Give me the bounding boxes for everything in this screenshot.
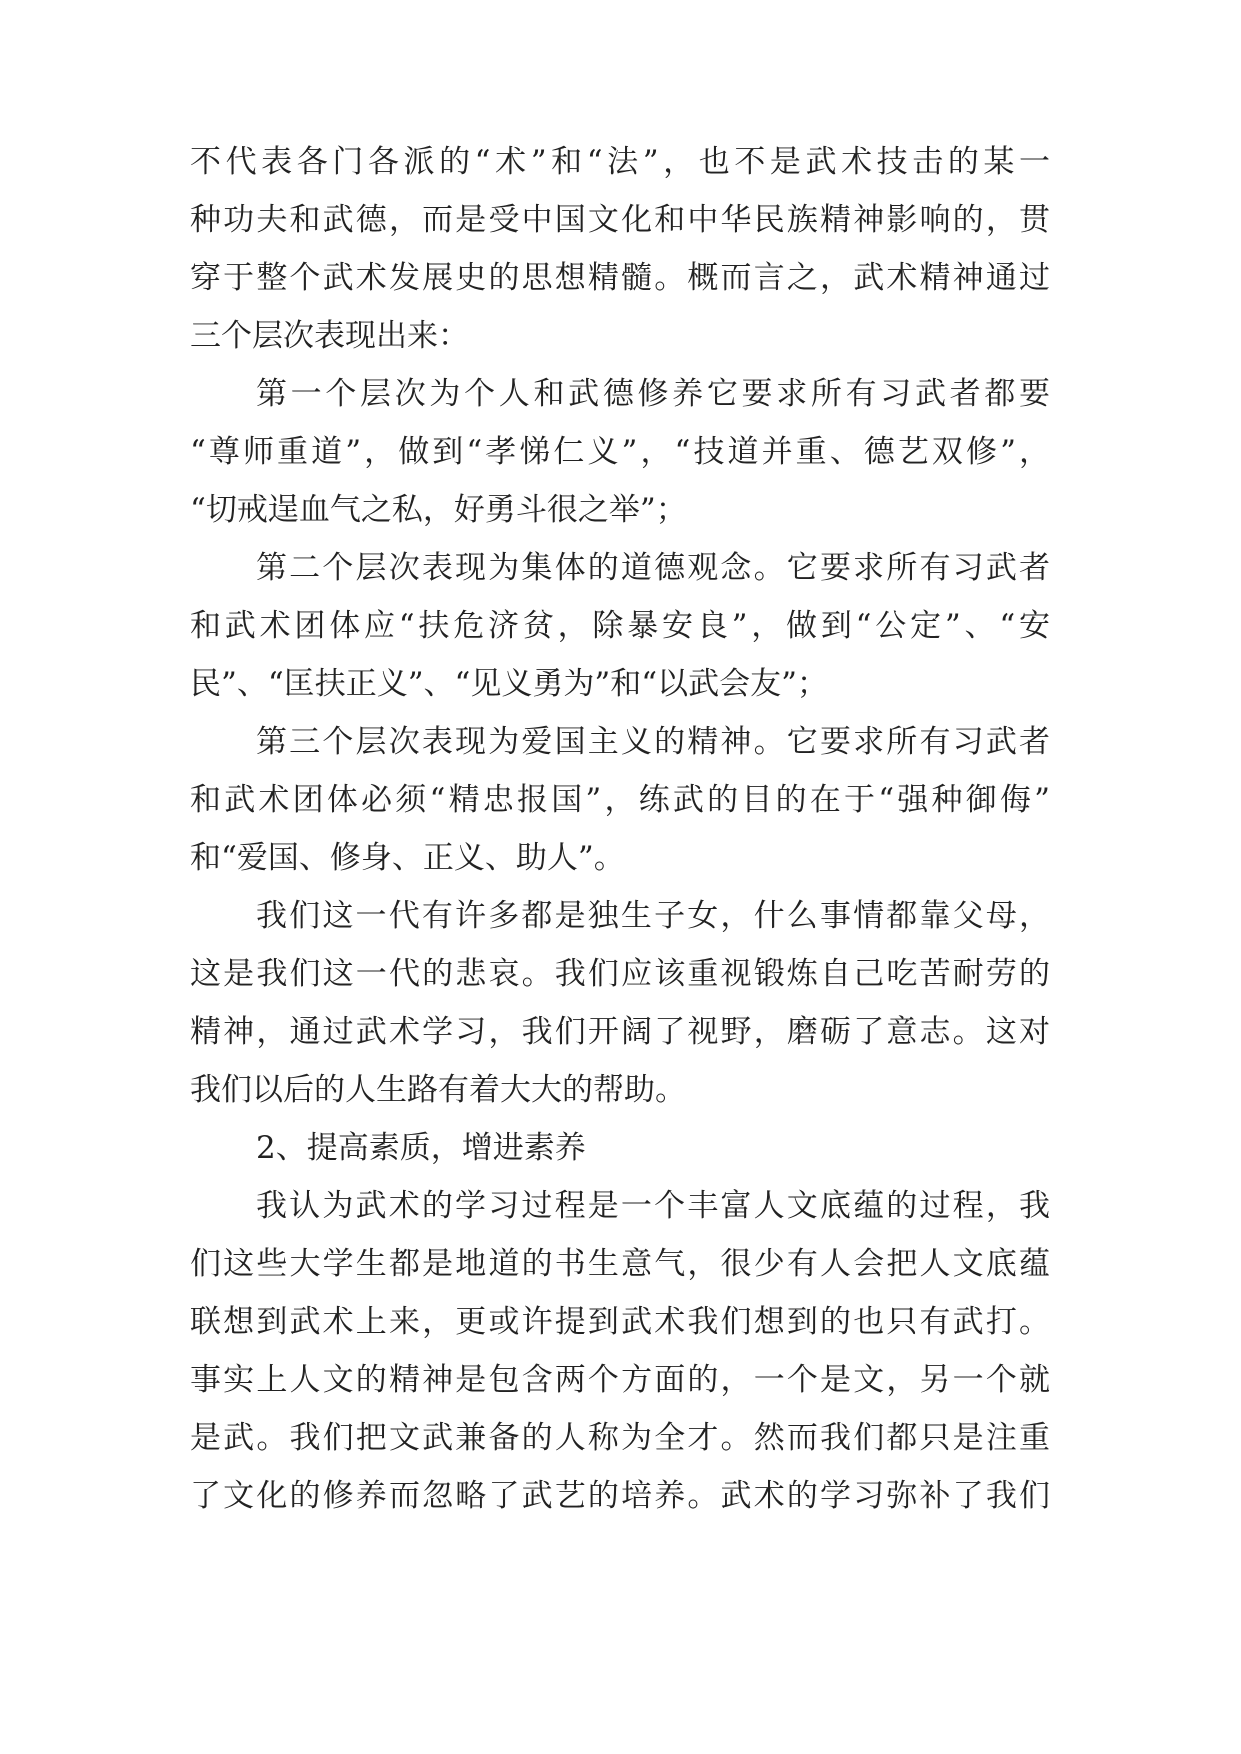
text-line: 三个层次表现出来：	[190, 318, 469, 354]
text-line: 我们这一代有许多都是独生子女，什么事情都靠父母，	[256, 898, 1050, 934]
section-heading: 2、提高素质，增进素养	[256, 1130, 586, 1166]
text-line: 不代表各门各派的“术”和“法”，也不是武术技击的某一	[190, 144, 1050, 180]
text-line: 民”、“匡扶正义”、“见义勇为”和“以武会友”；	[190, 666, 828, 702]
text-line: 了文化的修养而忽略了武艺的培养。武术的学习弥补了我们	[190, 1478, 1050, 1514]
text-line: 第一个层次为个人和武德修养它要求所有习武者都要	[256, 376, 1050, 412]
text-line: 第三个层次表现为爱国主义的精神。它要求所有习武者	[256, 724, 1050, 760]
text-line: 和“爱国、修身、正义、助人”。	[190, 840, 625, 876]
text-line: 我认为武术的学习过程是一个丰富人文底蕴的过程，我	[256, 1188, 1050, 1224]
text-line: 这是我们这一代的悲哀。我们应该重视锻炼自己吃苦耐劳的	[190, 956, 1050, 992]
text-line: 事实上人文的精神是包含两个方面的，一个是文，另一个就	[190, 1362, 1050, 1398]
text-line: “切戒逞血气之私，好勇斗很之举”；	[190, 492, 687, 528]
text-line: 穿于整个武术发展史的思想精髓。概而言之，武术精神通过	[190, 260, 1050, 296]
text-line: 我们以后的人生路有着大大的帮助。	[190, 1072, 686, 1108]
text-line: 和武术团体应“扶危济贫，除暴安良”，做到“公定”、“安	[190, 608, 1050, 644]
text-line: 种功夫和武德，而是受中国文化和中华民族精神影响的，贯	[190, 202, 1050, 238]
text-line: “尊师重道”，做到“孝悌仁义”，“技道并重、德艺双修”，	[190, 434, 1050, 470]
text-line: 联想到武术上来，更或许提到武术我们想到的也只有武打。	[190, 1304, 1050, 1340]
text-line: 们这些大学生都是地道的书生意气，很少有人会把人文底蕴	[190, 1246, 1050, 1282]
text-line: 第二个层次表现为集体的道德观念。它要求所有习武者	[256, 550, 1050, 586]
text-line: 精神，通过武术学习，我们开阔了视野，磨砺了意志。这对	[190, 1014, 1050, 1050]
text-line: 和武术团体必须“精忠报国”，练武的目的在于“强种御侮”	[190, 782, 1050, 818]
text-line: 是武。我们把文武兼备的人称为全才。然而我们都只是注重	[190, 1420, 1050, 1456]
